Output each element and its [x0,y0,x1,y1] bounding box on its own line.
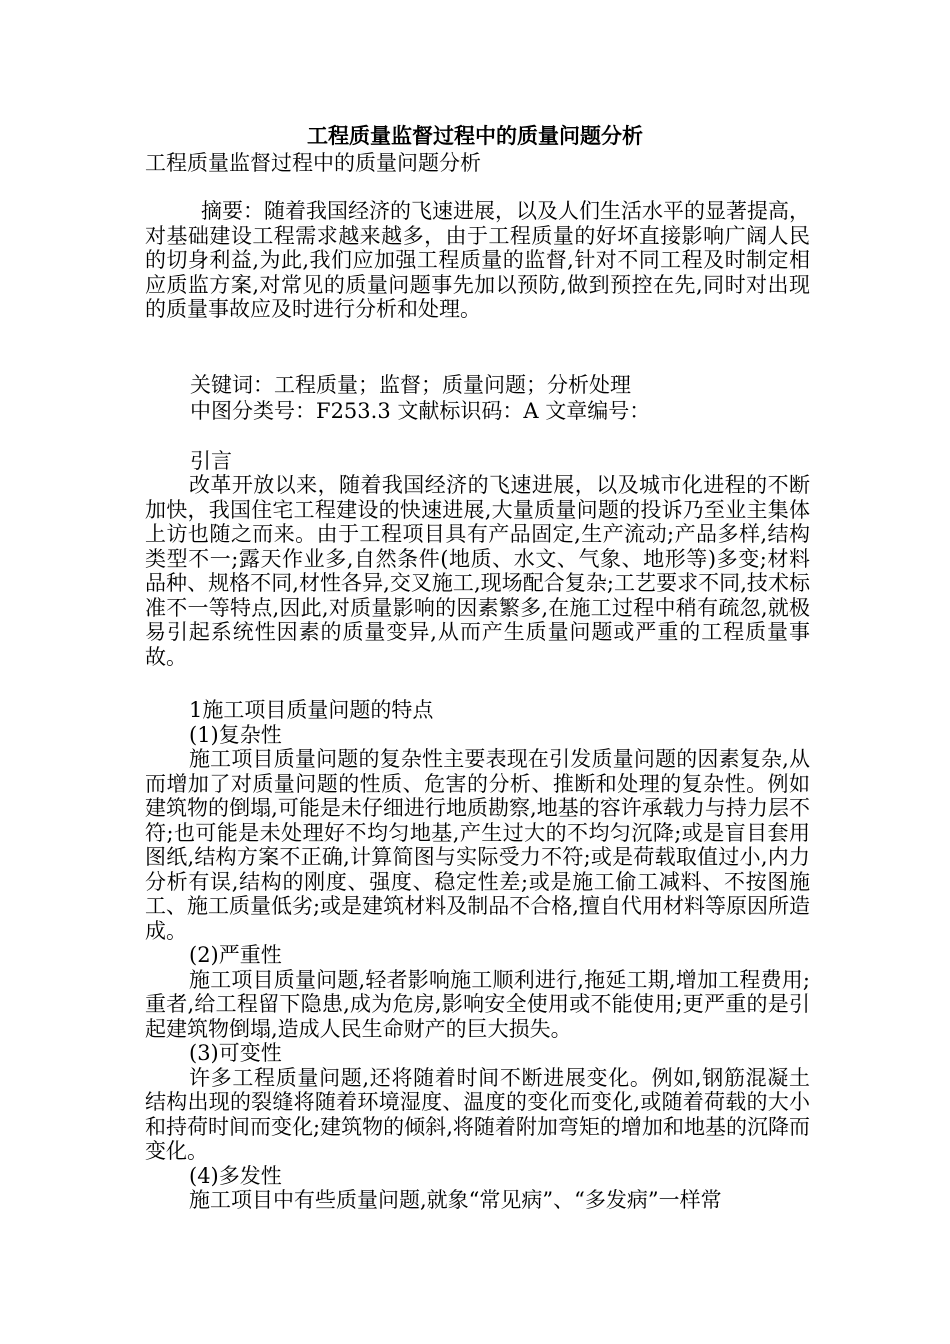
keywords-line: 关键词：工程质量；监督；质量问题；分析处理 [190,373,631,397]
intro-heading: 引言 [190,449,232,473]
sub1-heading: (1)复杂性 [189,722,282,747]
sub4-paragraph: 施工项目中有些质量问题,就象“常见病”、“多发病”一样常 [189,1188,722,1212]
section1-heading: 1施工项目质量问题的特点 [189,698,434,722]
section1-block [145,698,810,1213]
classification-line: 中图分类号：F253.3 文献标识码：A 文章编号： [190,399,651,423]
intro-block [145,473,810,669]
sub4-heading: (4)多发性 [189,1163,282,1188]
abstract-block [145,199,810,322]
sub2-heading: (2)严重性 [189,943,282,967]
sub1-paragraph: 施工项目质量问题的复杂性主要表现在引发质量问题的因素复杂,从而增加了对质量问题的性质、危害的分析、推断和处理的复杂性。例如建筑物的倒塌,可能是未仔细进行地质勘察,地基的容许承载力与持力层不符;也可能是未处理好不均匀地基,产生过大的不均匀沉降;或是盲目套用图纸,结构方案不正确,计算简图与实际受力不符;或是荷载取值过小,内力分析有误,结构的刚度、强度、稳定性差;或是施工偷工减料、不按图施工、施工质量低劣;或是建筑材料及制品不合格,擅自代用材料等原因所造成。 [145,747,810,943]
document-title: 工程质量监督过程中的质量问题分析 [307,123,643,148]
sub3-heading: (3)可变性 [189,1041,282,1065]
document-subtitle: 工程质量监督过程中的质量问题分析 [145,151,481,175]
sub3-paragraph: 许多工程质量问题,还将随着时间不断进展变化。例如,钢筋混凝土结构出现的裂缝将随着环境湿度、温度的变化而变化,或随着荷载的大小和持荷时间而变化;建筑物的倾斜,将随着附加弯矩的增加和地基的沉降而变化。 [145,1065,810,1163]
intro-paragraph: 改革开放以来，随着我国经济的飞速进展，以及城市化进程的不断加快，我国住宅工程建设的快速进展,大量质量问题的投诉乃至业主集体上访也随之而来。由于工程项目具有产品固定,生产流动;产品多样,结构类型不一;露天作业多,自然条件(地质、水文、气象、地形等)多变;材料品种、规格不同,材性各异,交叉施工,现场配合复杂;工艺要求不同,技术标准不一等特点,因此,对质量影响的因素繁多,在施工过程中稍有疏忽,就极易引起系统性因素的质量变异,从而产生质量问题或严重的工程质量事故。 [145,473,810,669]
abstract-paragraph: 摘要：随着我国经济的飞速进展，以及人们生活水平的显著提高，对基础建设工程需求越来越多，由于工程质量的好坏直接影响广阔人民的切身利益,为此,我们应加强工程质量的监督,针对不同工程及时制定相应质监方案,对常见的质量问题事先加以预防,做到预控在先,同时对出现的质量事故应及时进行分析和处理。 [145,199,810,321]
sub2-paragraph: 施工项目质量问题,轻者影响施工顺利进行,拖延工期,增加工程费用;重者,给工程留下隐患,成为危房,影响安全使用或不能使用;更严重的是引起建筑物倒塌,造成人民生命财产的巨大损失。 [145,967,810,1041]
